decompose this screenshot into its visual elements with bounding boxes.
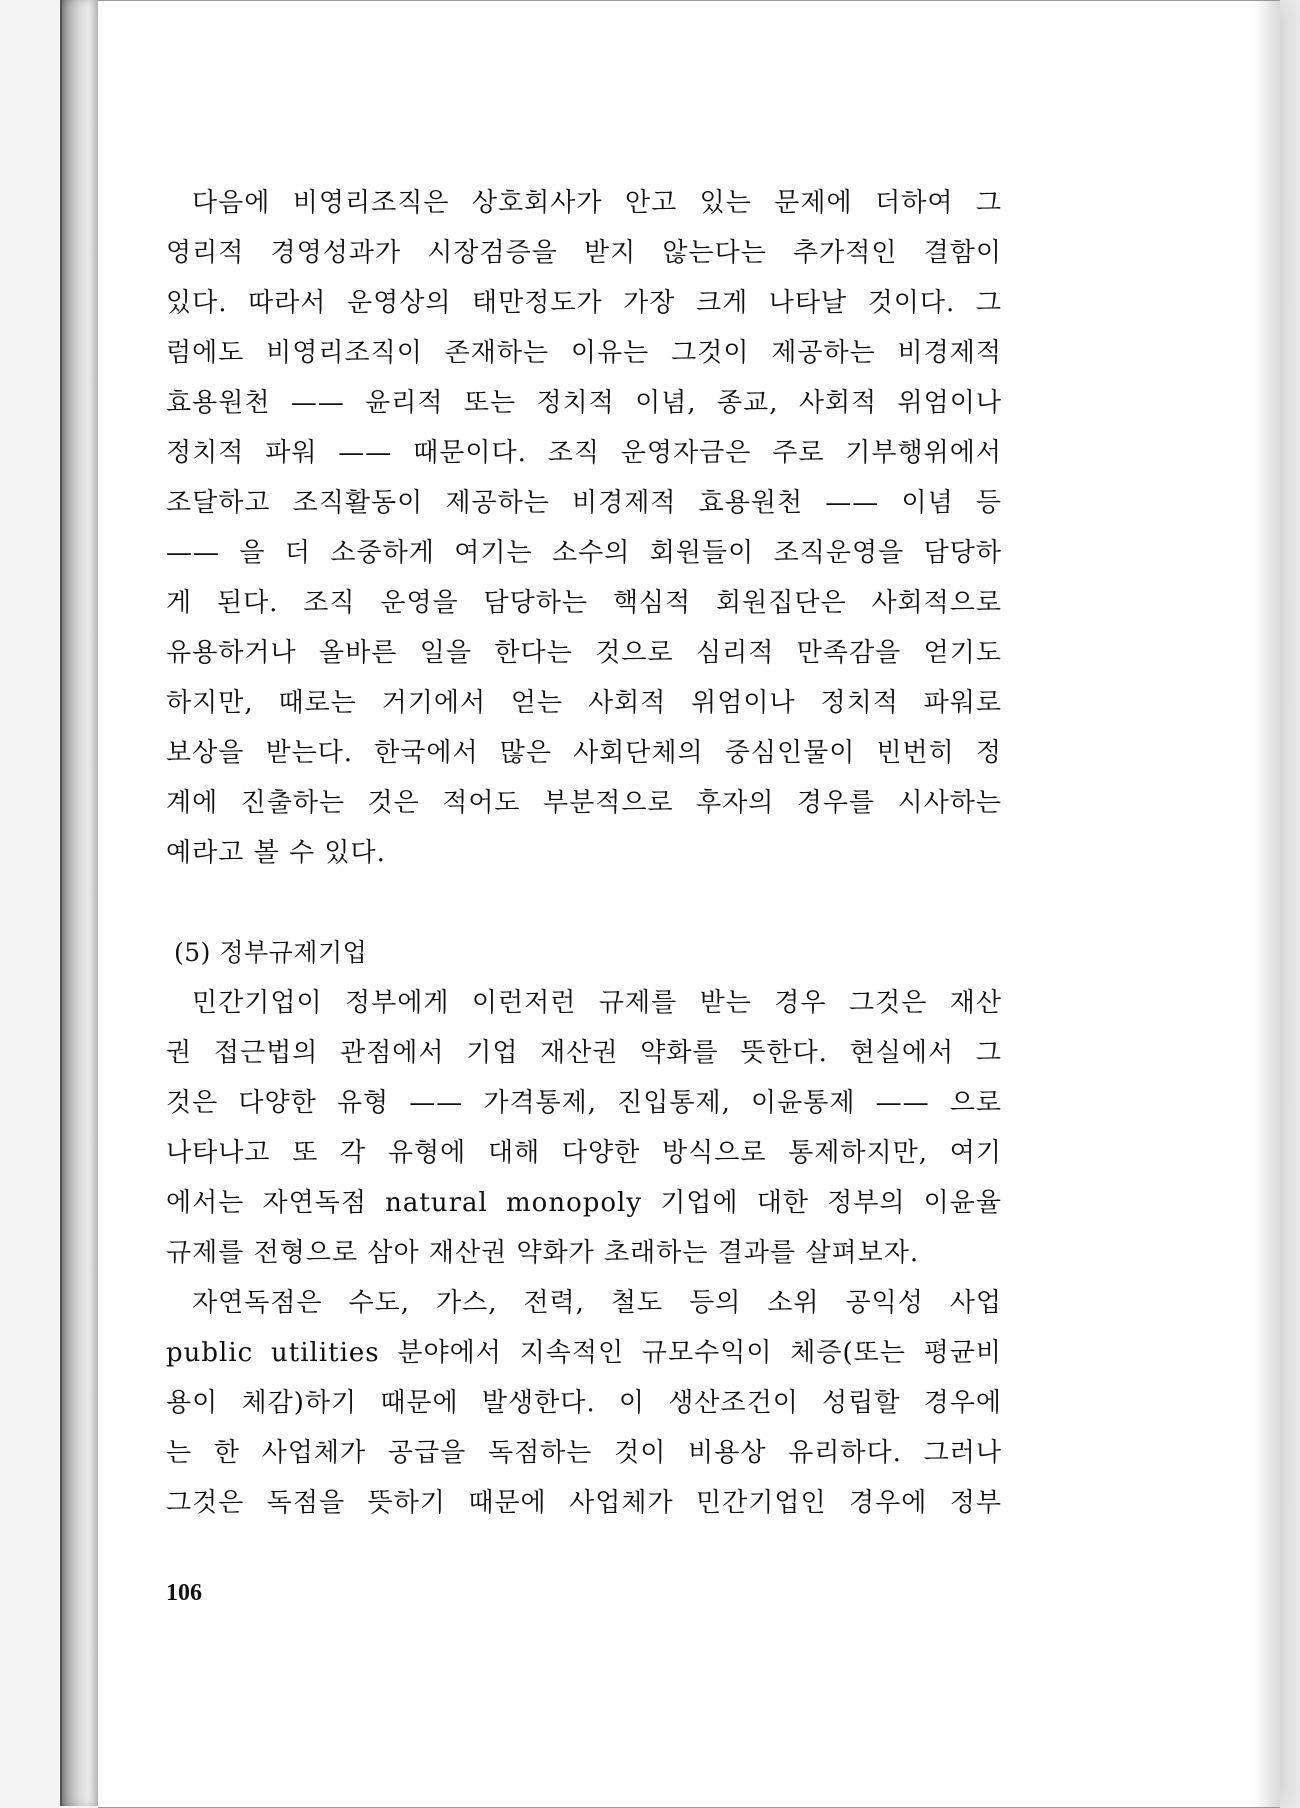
text-line: 예라고 볼 수 있다. <box>166 838 386 868</box>
text-line: 정치적 파워 —— 때문이다. 조직 운영자금은 주로 기부행위에서 <box>166 438 1002 468</box>
paragraph-natural-monopoly <box>166 1278 1002 1528</box>
page-number: 106 <box>166 1580 202 1606</box>
text-line: 것은 다양한 유형 —— 가격통제, 진입통제, 이윤통제 —— 으로 <box>166 1088 1002 1118</box>
text-line: 권 접근법의 관점에서 기업 재산권 약화를 뜻한다. 현실에서 그 <box>166 1038 1002 1068</box>
text-line: 그것은 독점을 뜻하기 때문에 사업체가 민간기업인 경우에 정부 <box>166 1488 1002 1518</box>
text-line: 보상을 받는다. 한국에서 많은 사회단체의 중심인물이 빈번히 정 <box>166 738 1002 768</box>
text-line: 용이 체감)하기 때문에 발생한다. 이 생산조건이 성립할 경우에 <box>166 1388 1002 1418</box>
text-line: 다음에 비영리조직은 상호회사가 안고 있는 문제에 더하여 그 <box>192 188 1002 218</box>
text-line: public utilities 분야에서 지속적인 규모수익이 체증(또는 평균비 <box>166 1338 1002 1368</box>
text-line: 규제를 전형으로 삼아 재산권 약화가 초래하는 결과를 살펴보자. <box>166 1238 920 1268</box>
book-spine-edge <box>60 0 100 1806</box>
text-line: 유용하거나 올바른 일을 한다는 것으로 심리적 만족감을 얻기도 <box>166 638 1002 668</box>
text-line: 나타나고 또 각 유형에 대해 다양한 방식으로 통제하지만, 여기 <box>166 1138 1002 1168</box>
text-line: 에서는 자연독점 natural monopoly 기업에 대한 정부의 이윤율 <box>166 1188 1002 1218</box>
text-line: 있다. 따라서 운영상의 태만정도가 가장 크게 나타날 것이다. 그 <box>166 288 1002 318</box>
text-line: —— 을 더 소중하게 여기는 소수의 회원들이 조직운영을 담당하 <box>166 538 1002 568</box>
text-line: 영리적 경영성과가 시장검증을 받지 않는다는 추가적인 결함이 <box>166 238 1002 268</box>
text-line: 하지만, 때로는 거기에서 얻는 사회적 위엄이나 정치적 파워로 <box>166 688 1002 718</box>
text-line: 는 한 사업체가 공급을 독점하는 것이 비용상 유리하다. 그러나 <box>166 1438 1002 1468</box>
text-line: 조달하고 조직활동이 제공하는 비경제적 효용원천 —— 이념 등 <box>166 488 1002 518</box>
text-line: 민간기업이 정부에게 이런저런 규제를 받는 경우 그것은 재산 <box>192 988 1002 1018</box>
paragraph-regulated-firms <box>166 978 1002 1278</box>
text-line: 자연독점은 수도, 가스, 전력, 철도 등의 소위 공익성 사업 <box>192 1288 1002 1318</box>
paragraph-nonprofit <box>166 178 1002 878</box>
section-heading: (5) 정부규제기업 <box>174 938 368 967</box>
text-line: 게 된다. 조직 운영을 담당하는 핵심적 회원집단은 사회적으로 <box>166 588 1002 618</box>
text-line: 계에 진출하는 것은 적어도 부분적으로 후자의 경우를 시사하는 <box>166 788 1002 818</box>
text-line: 럼에도 비영리조직이 존재하는 이유는 그것이 제공하는 비경제적 <box>166 338 1002 368</box>
page-text-block <box>166 178 1002 1528</box>
page-gutter-shadow <box>1254 1 1280 1807</box>
text-line: 효용원천 —— 윤리적 또는 정치적 이념, 종교, 사회적 위엄이나 <box>166 388 1002 418</box>
